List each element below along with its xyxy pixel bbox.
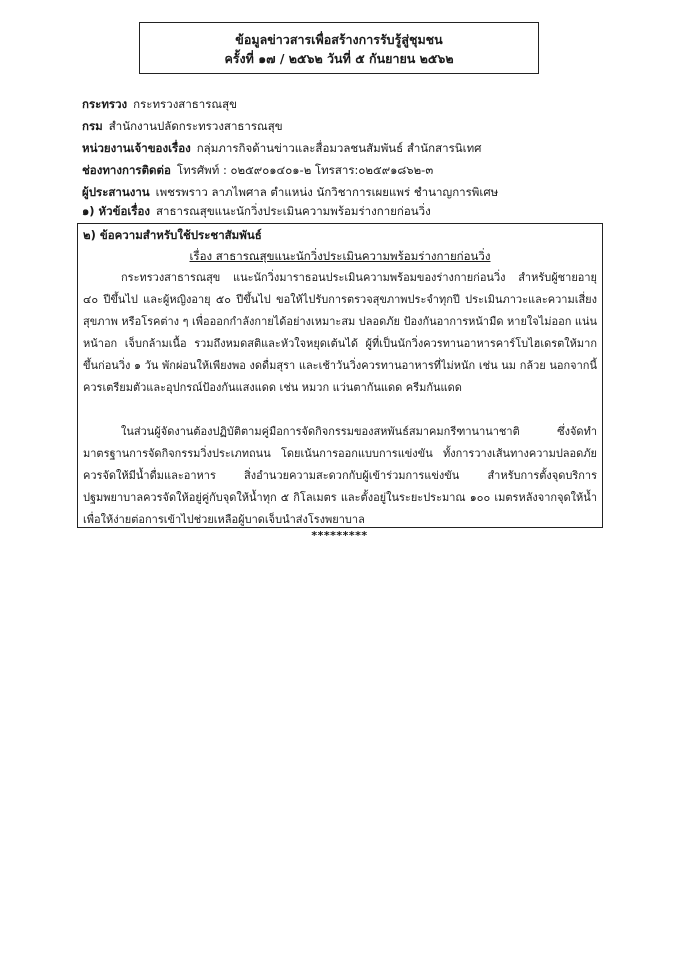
topic-row (82, 200, 431, 222)
contact-label: ช่องทางการติดต่อ (82, 163, 171, 177)
paragraph-1-text: กระทรวงสาธารณสุข แนะนักวิ่งมาราธอนประเมินความพร้อมของร่างกายก่อนวิ่ง สำหรับผู้ชายอายุ ๔๐ ปีขึ้นไป และผู้หญิงอายุ ๕๐ ปีขึ้นไป ขอให้ไปรับการตรวจสุขภาพประจำทุกปี ประเมินภาวะและความเสี่ยงสุขภาพ หรือโรคต่าง ๆ เพื่อออกกำลังกายได้อย่างเหมาะสม ปลอดภัย ป้องกันอาการหน้ามืด หายใจไม่ออก แน่นหน้าอก เจ็บกล้ามเนื้อ รวมถึงหมดสติและหัวใจหยุดเต้นได้ ผู้ที่เป็นนักวิ่งควรทานอาหารคาร์โบไฮเดรตให้มากขึ้นก่อนวิ่ง ๑ วัน พักผ่อนให้เพียงพอ งดดื่มสุรา และเช้าวันวิ่งควรทานอาหารที่ไม่หนัก เช่น นม กล้วย นอกจากนี้ ควรเตรียมตัวและอุปกรณ์ป้องกันแสงแดด เช่น หมวก แว่นตากันแดด ครีมกันแดด (83, 271, 597, 394)
owner-label: หน่วยงานเจ้าของเรื่อง (82, 141, 191, 155)
department-value: สำนักงานปลัดกระทรวงสาธารณสุข (108, 119, 283, 133)
message-box (77, 223, 603, 528)
paragraph-2-text: ในส่วนผู้จัดงานต้องปฏิบัติตามคู่มือการจัดกิจกรรมของสหพันธ์สมาคมกรีฑานานาชาติ ซึ่งจัดทำมาตรฐานการจัดกิจกรรมวิ่งประเภทถนน โดยเน้นการออกแบบการแข่งขัน ทั้งการวางเส้นทางความปลอดภัย ควรจัดให้มีน้ำดื่มและอาหาร สิ่งอำนวยความสะดวกกับผู้เข้าร่วมการแข่งขัน สำหรับการตั้งจุดบริการปฐมพยาบาลควรจัดให้อยู่คู่กับจุดให้น้ำทุก ๕ กิโลเมตร และตั้งอยู่ในระยะประมาณ ๑๐๐ เมตรหลังจากจุดให้น้ำ เพื่อให้ง่ายต่อการเข้าไปช่วยเหลือผู้บาดเจ็บนำส่งโรงพยาบาล (83, 425, 597, 526)
department-label: กรม (82, 119, 103, 133)
ministry-row (82, 93, 602, 115)
document-header (139, 22, 539, 74)
end-separator: ********* (311, 529, 368, 542)
department-row (82, 115, 602, 137)
owner-value: กลุ่มภารกิจด้านข่าวและสื่อมวลชนสัมพันธ์ สำนักสารนิเทศ (196, 141, 482, 155)
owner-row (82, 137, 602, 159)
contact-value: โทรศัพท์ : ๐๒๕๙๐๑๔๐๑-๒ โทรสาร:๐๒๕๙๑๘๖๒-๓ (176, 163, 434, 177)
contact-row (82, 159, 602, 181)
topic-label: ๑) หัวข้อเรื่อง (82, 204, 150, 218)
coordinator-label: ผู้ประสานงาน (82, 185, 150, 199)
message-subject: เรื่อง สาธารณสุขแนะนักวิ่งประเมินความพร้อมร่างกายก่อนวิ่ง (189, 249, 491, 263)
coordinator-value: เพชรพราว ลาภไพศาล ตำแหน่ง นักวิชาการเผยแพร่ ชำนาญการพิเศษ (155, 185, 499, 199)
message-paragraph-1 (83, 267, 597, 399)
topic-value: สาธารณสุขแนะนักวิ่งประเมินความพร้อมร่างกายก่อนวิ่ง (156, 204, 431, 218)
ministry-value: กระทรวงสาธารณสุข (133, 97, 237, 111)
document-title: ข้อมูลข่าวสารเพื่อสร้างการรับรู้สู่ชุมชน (235, 32, 443, 47)
metadata-block (82, 93, 602, 203)
message-heading: ๒) ข้อความสำหรับใช้ประชาสัมพันธ์ (83, 228, 262, 242)
ministry-label: กระทรวง (82, 97, 128, 111)
issue-line: ครั้งที่ ๑๗ / ๒๕๖๒ วันที่ ๕ กันยายน ๒๕๖๒ (224, 51, 454, 66)
message-paragraph-2 (83, 421, 597, 531)
